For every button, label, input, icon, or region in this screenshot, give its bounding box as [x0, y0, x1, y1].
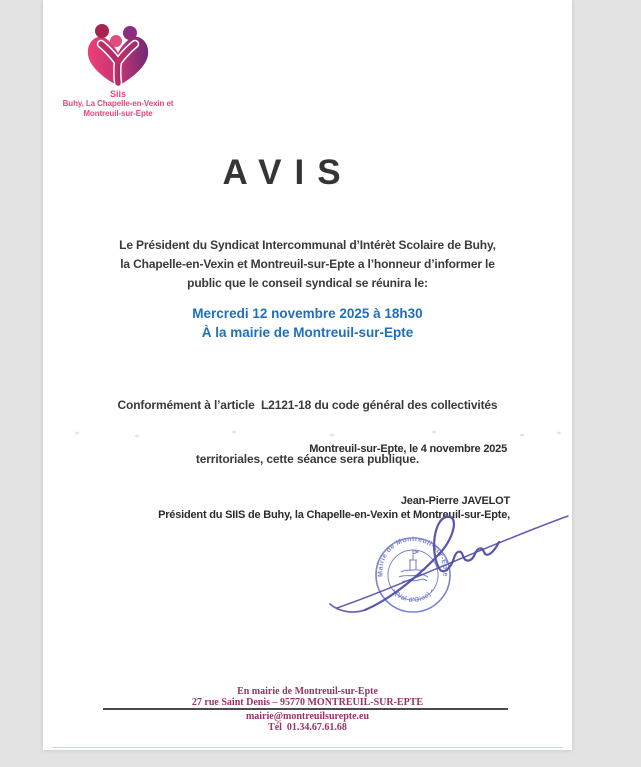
meeting-date-line: Mercredi 12 novembre 2025 à 18h30 — [192, 306, 423, 321]
stamp-arc-bottom-text: • (Val d'Oise) • — [390, 587, 436, 604]
scan-artifact — [557, 432, 561, 434]
handwritten-signature — [330, 516, 568, 612]
footer-phone: Tél 01.34.67.61.68 — [268, 722, 347, 733]
legal-line-2: territoriales, cette séance sera publique. — [195, 452, 420, 466]
scan-artifact — [520, 434, 524, 436]
logo-subtitle-line1: Buhy, La Chapelle-en-Vexin et — [62, 99, 174, 108]
notice-title: AVIS — [222, 153, 354, 192]
logo-name: Siis — [109, 89, 126, 99]
dateline: Montreuil-sur-Epte, le 4 novembre 2025 — [309, 443, 507, 455]
svg-text:• (Val d'Oise) • — [390, 587, 436, 604]
document-page — [43, 0, 572, 750]
siis-logo-icon — [84, 20, 152, 88]
intro-line-1: Le Président du Syndicat Intercommunal d’Intérèt Scolaire de Buhy, — [119, 238, 496, 252]
scan-artifact — [232, 431, 236, 433]
footer-divider — [103, 708, 508, 710]
mairie-stamp — [376, 536, 450, 612]
legal-line-1: Conformément à l’article L2121-18 du code général des collectivités — [117, 398, 498, 412]
stamp-and-signature — [273, 500, 573, 628]
legal-paragraph — [43, 360, 572, 504]
meeting-place-line: À la mairie de Montreuil-sur-Epte — [201, 325, 414, 340]
footer-line-1: En mairie de Montreuil-sur-Epte — [237, 686, 378, 697]
footer-line-2: 27 rue Saint Denis – 95770 MONTREUIL-SUR-EPTE — [191, 697, 424, 708]
stamp-arc-top-text: Mairie de Montreuil-sur-Epte — [377, 535, 449, 578]
footer-email: mairie@montreuilsurepte.eu — [245, 711, 370, 722]
siis-logo — [43, 20, 193, 119]
scan-edge-artifact — [51, 747, 563, 748]
signatory-title: Président du SIIS de Buhy, la Chapelle-en-Vexin et Montreuil-sur-Epte, — [158, 508, 510, 521]
scan-artifact — [135, 435, 139, 437]
scan-artifact — [75, 432, 79, 434]
intro-paragraph — [43, 236, 572, 293]
meeting-info — [43, 304, 572, 342]
scan-artifact — [432, 431, 436, 433]
intro-line-3: public que le conseil syndical se réunira le: — [187, 276, 428, 290]
signatory-name: Jean-Pierre JAVELOT — [400, 495, 510, 507]
intro-line-2: la Chapelle-en-Vexin et Montreuil-sur-Epte a l’honneur d’informer le — [120, 257, 495, 271]
scan-artifact — [330, 434, 334, 436]
logo-subtitle-line2: Montreuil-sur-Epte — [83, 109, 153, 118]
